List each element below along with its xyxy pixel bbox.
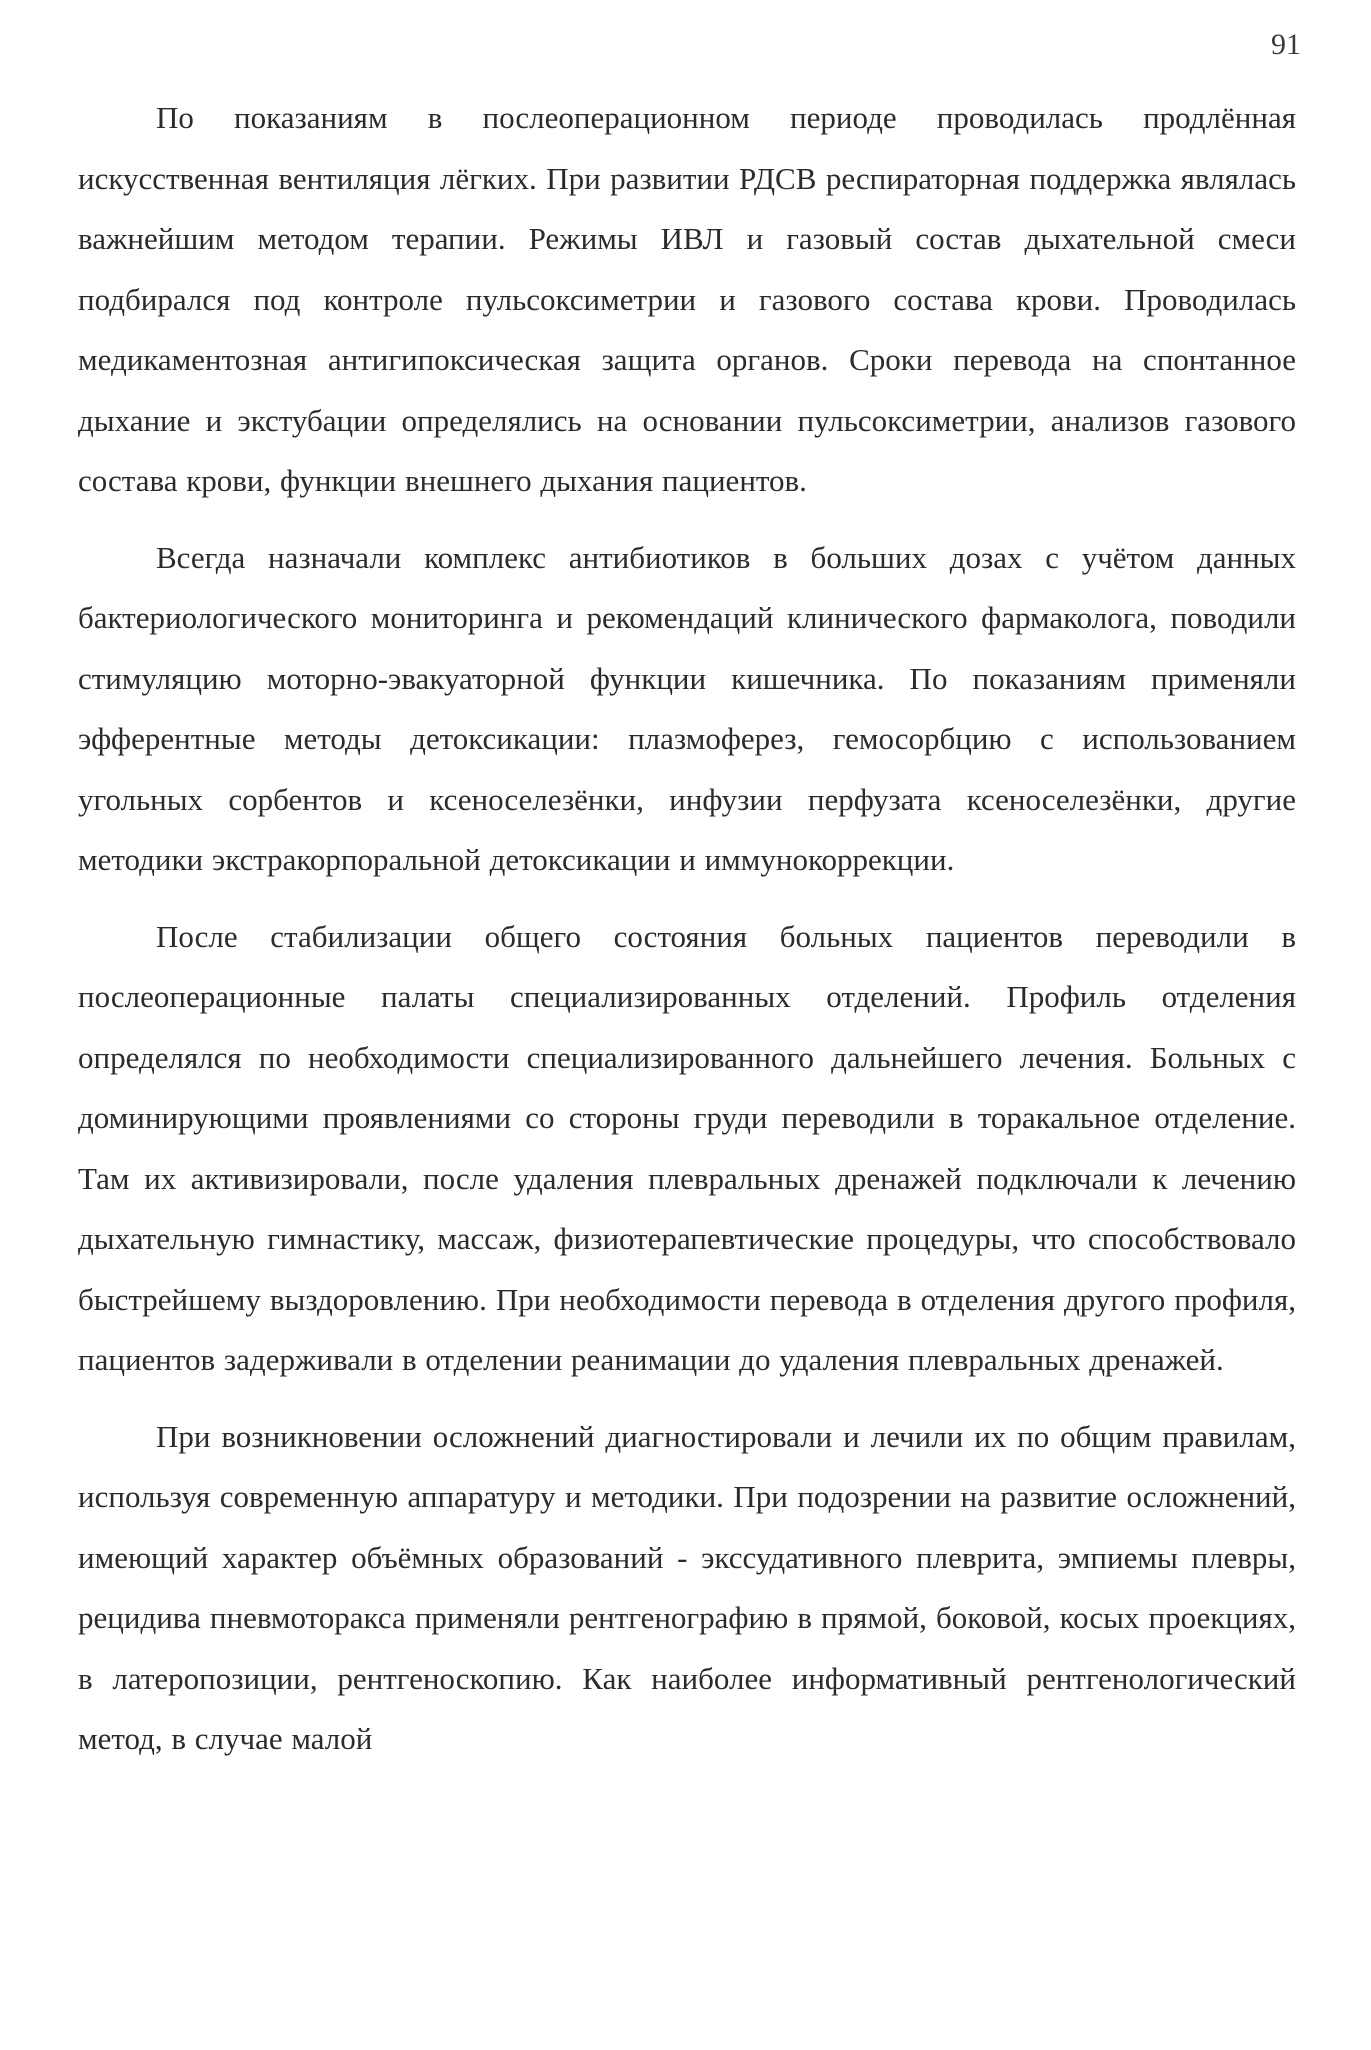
page-body [78, 88, 1296, 1786]
paragraph-3: После стабилизации общего состояния больных пациентов переводили в послеоперационные палаты специализированных отделений. Профиль отделения определялся по необходимости специализированного дальнейшего лечения. Больных с доминирующими проявлениями со стороны груди переводили в торакальное отделение. Там их активизировали, после удаления плевральных дренажей подключали к лечению дыхательную гимнастику, массаж, физиотерапевтические процедуры, что способствовало быстрейшему выздоровлению. При необходимости перевода в отделения другого профиля, пациентов задерживали в отделении реанимации до удаления плевральных дренажей. [78, 918, 1296, 1377]
page-number: 91 [1271, 28, 1301, 61]
paragraph-1: По показаниям в послеоперационном периоде проводилась продлённая искусственная вентиляция лёгких. При развитии РДСВ респираторная поддержка являлась важнейшим методом терапии. Режимы ИВЛ и газовый состав дыхательной смеси подбирался под контроле пульсоксиметрии и газового состава крови. Проводилась медикаментозная антигипоксическая защита органов. Сроки перевода на спонтанное дыхание и экстубации определялись на основании пульсоксиметрии, анализов газового состава крови, функции внешнего дыхания пациентов. [78, 100, 1296, 498]
paragraph-2: Всегда назначали комплекс антибиотиков в больших дозах с учётом данных бактериологического мониторинга и рекомендаций клинического фармаколога, поводили стимуляцию моторно-эвакуаторной функции кишечника. По показаниям применяли эфферентные методы детоксикации: плазмоферез, гемосорбцию с использованием угольных сорбентов и ксеноселезёнки, инфузии перфузата ксеноселезёнки, другие методики экстракорпоральной детоксикации и иммунокоррекции. [78, 539, 1296, 877]
paragraph-4: При возникновении осложнений диагностировали и лечили их по общим правилам, используя современную аппаратуру и методики. При подозрении на развитие осложнений, имеющий характер объёмных образований - экссудативного плеврита, эмпиемы плевры, рецидива пневмоторакса применяли рентгенографию в прямой, боковой, косых проекциях, в латеропозиции, рентгеноскопию. Как наиболее информативный рентгенологический метод, в случае малой [78, 1418, 1296, 1756]
